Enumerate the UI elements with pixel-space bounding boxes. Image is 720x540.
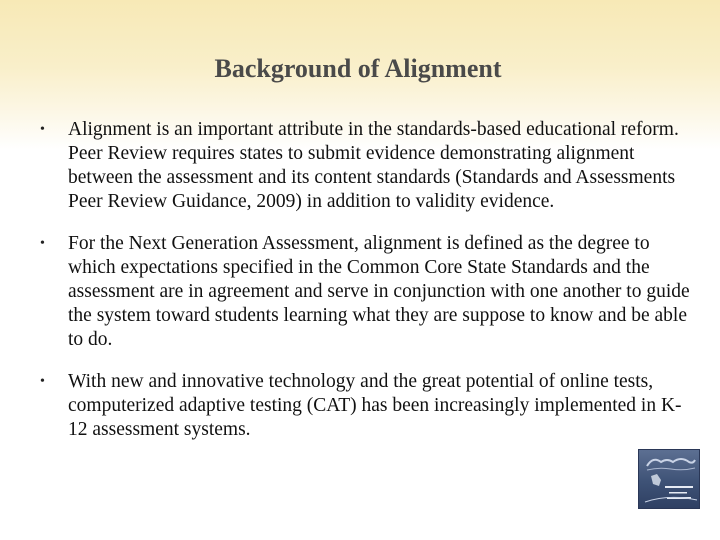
bullet-item [40, 370, 690, 442]
logo-text-line [665, 486, 693, 488]
bullet-dot: • [40, 122, 45, 137]
slide-title: Background of Alignment [214, 54, 502, 83]
bullet-dot: • [40, 236, 45, 251]
bullet-text: Alignment is an important attribute in the standards-based educational reform. Peer Review requires states to submit evidence demonstrating alignment between the assessment and its content standards (Standards and Assessments Peer Review Guidance, 2009) in addition to validity evidence. [68, 119, 679, 212]
bullet-item [40, 118, 690, 214]
logo-text-line [669, 492, 687, 494]
bullet-item [40, 232, 690, 352]
logo-emblem [651, 474, 661, 486]
bullet-text: For the Next Generation Assessment, alignment is defined as the degree to which expectations specified in the Common Core State Standards and the assessment are in agreement and serve in conjunction with one another to guide the system toward students learning what they are suppose to know and be able to do. [68, 233, 690, 350]
logo-script-stroke [647, 459, 695, 466]
delaware-doe-logo [638, 449, 700, 509]
bullet-text: With new and innovative technology and the great potential of online tests, computerized adaptive testing (CAT) has been increasingly implemented in K-12 assessment systems. [68, 371, 682, 440]
logo-graphic [639, 450, 700, 509]
bullet-list [40, 118, 690, 442]
bullet-dot: • [40, 374, 45, 389]
logo-underline [647, 468, 695, 470]
